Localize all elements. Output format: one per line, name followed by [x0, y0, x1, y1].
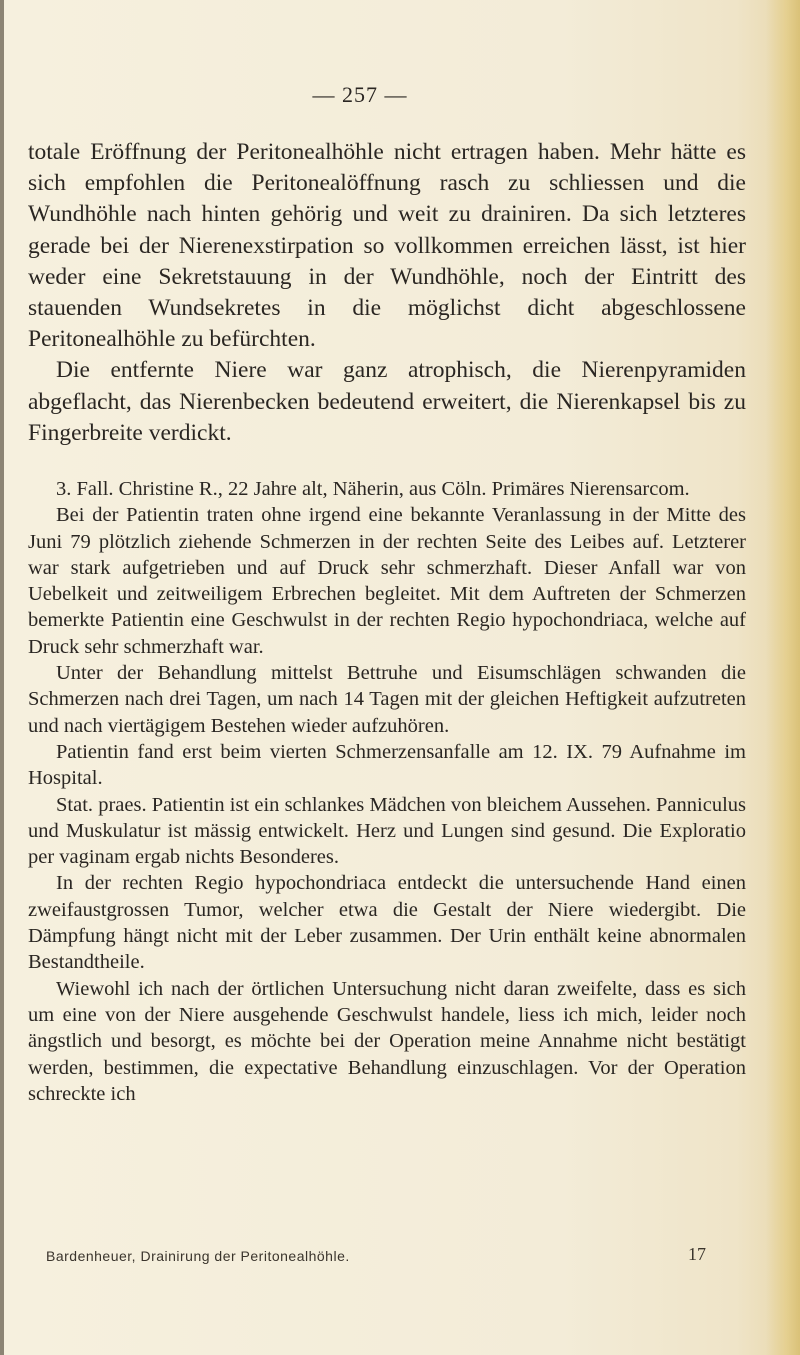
page-number: — 257 — — [312, 82, 408, 107]
case-report-block — [28, 476, 746, 1107]
upper-text-block — [28, 137, 746, 449]
signature-mark: 17 — [688, 1244, 706, 1264]
paragraph: Bei der Patientin traten ohne irgend eine bekannte Veranlassung in der Mitte des Juni 79 plötzlich ziehende Schmerzen in der rechten Seite des Leibes auf. Letzterer war stark aufgetrieben und auf Druck sehr schmerzhaft. Dieser Anfall war von Uebelkeit und zeitweiligem Erbrechen begleitet. Mit dem Auftreten der Schmerzen bemerkte Patientin eine Geschwulst in der rechten Regio hypochondriaca, welche auf Druck sehr schmerzhaft war. — [28, 504, 746, 658]
page-left-edge — [0, 0, 4, 1355]
page-right-edge-discoloration — [766, 0, 800, 1355]
paragraph: Stat. praes. Patientin ist ein schlankes Mädchen von bleichem Aussehen. Panniculus und Muskulatur ist mässig entwickelt. Herz und Lungen sind gesund. Die Exploratio per vaginam ergab nichts Besonderes. — [28, 793, 746, 869]
paragraph: Die entfernte Niere war ganz atrophisch, die Nierenpyramiden abgeflacht, das Nierenbecken bedeutend erweitert, die Nierenkapsel bis zu Fingerbreite verdickt. — [28, 357, 746, 446]
case-heading: 3. Fall. Christine R., 22 Jahre alt, Näherin, aus Cöln. Primäres Nierensarcom. — [56, 478, 690, 500]
paragraph: In der rechten Regio hypochondriaca entdeckt die untersuchende Hand einen zweifaustgrossen Tumor, welcher etwa die Gestalt der Niere wiedergibt. Die Dämpfung hängt nicht mit der Leber zusammen. Der Urin enthält keine abnormalen Bestandtheile. — [28, 872, 746, 974]
page-footer — [46, 1244, 706, 1264]
footer-running-title: Bardenheuer, Drainirung der Peritonealhöhle. — [46, 1248, 350, 1264]
paragraph: Wiewohl ich nach der örtlichen Untersuchung nicht daran zweifelte, dass es sich um eine von der Niere ausgehende Geschwulst handele, liess ich mich, leider noch ängstlich und besorgt, es möchte bei der Operation meine Annahme nicht bestätigt werden, bestimmen, die expectative Behandlung einzuschlagen. Vor der Operation schreckte ich — [28, 977, 746, 1105]
paragraph: Patientin fand erst beim vierten Schmerzensanfalle am 12. IX. 79 Aufnahme im Hospital. — [28, 740, 746, 790]
paragraph: totale Eröffnung der Peritonealhöhle nicht ertragen haben. Mehr hätte es sich empfohlen die Peritonealöffnung rasch zu schliessen und die Wundhöhle nach hinten gehörig und weit zu drainiren. Da sich letzteres gerade bei der Nierenexstirpation so vollkommen erreichen lässt, ist hier weder eine Sekretstauung in der Wundhöhle, noch der Eintritt des stauenden Wundsekretes in die möglichst dicht abgeschlossene Peritonealhöhle zu befürchten. — [28, 139, 746, 353]
paragraph: Unter der Behandlung mittelst Bettruhe und Eisumschlägen schwanden die Schmerzen nach drei Tagen, um nach 14 Tagen mit der gleichen Heftigkeit aufzutreten und nach viertägigem Bestehen wieder aufzuhören. — [28, 662, 746, 737]
